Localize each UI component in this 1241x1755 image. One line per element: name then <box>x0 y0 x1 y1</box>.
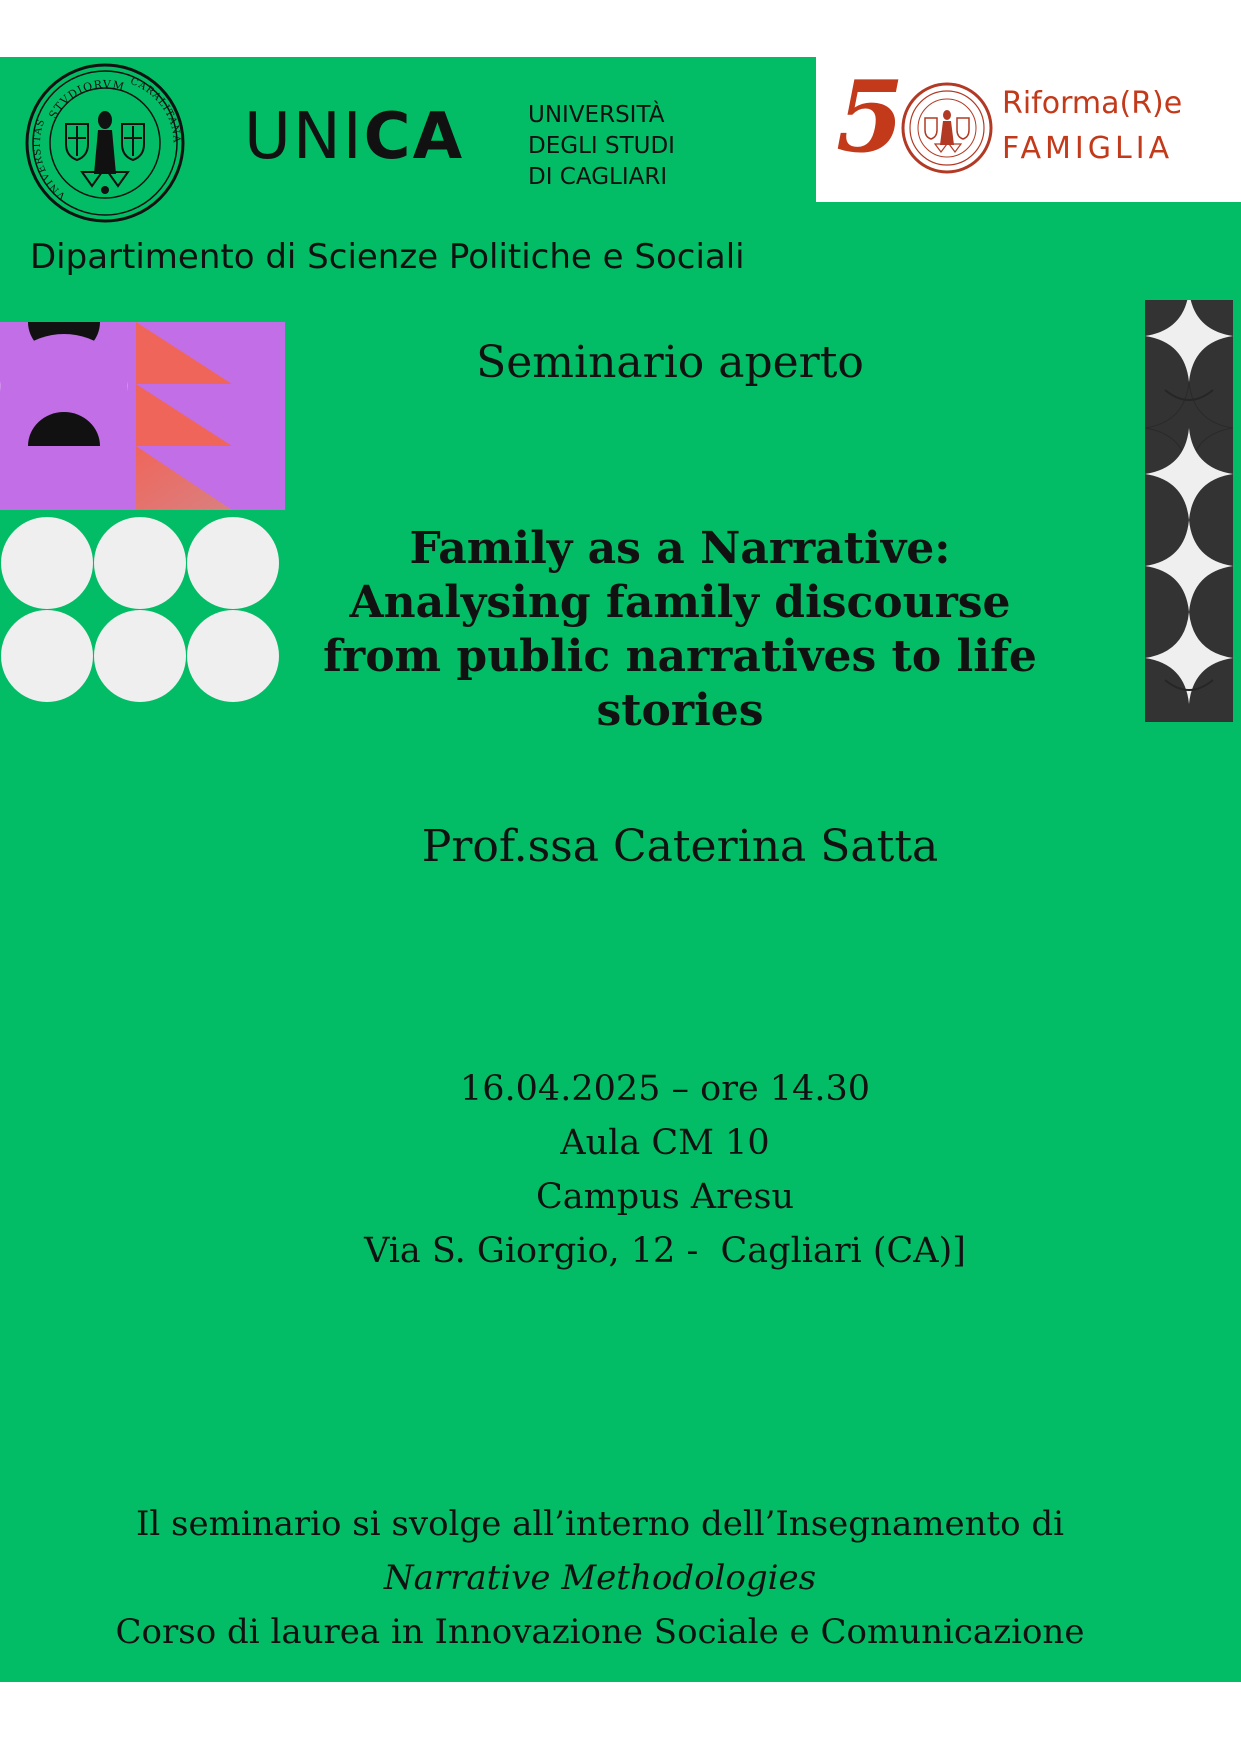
event-room: Aula CM 10 <box>560 1123 770 1163</box>
badge-number: 5 <box>836 60 905 175</box>
event-kind: Seminario aperto <box>476 337 864 388</box>
speaker-name: Prof.ssa Caterina Satta <box>421 821 939 872</box>
footer-course-name: Narrative Methodologies <box>383 1558 817 1598</box>
department-name: Dipartimento di Scienze Politiche e Sociali <box>30 237 745 277</box>
badge-line-2: FAMIGLIA <box>1002 131 1174 166</box>
star-strip-decoration <box>1145 300 1233 722</box>
seal-text-right: CARALITANA <box>128 75 182 144</box>
event-date-time: 16.04.2025 – ore 14.30 <box>460 1069 870 1109</box>
unica-wordmark <box>244 100 465 174</box>
svg-text:STVDIORVM <box>46 78 126 121</box>
anniversary-badge <box>816 57 1241 202</box>
title-line-3: from public narratives to life <box>323 631 1037 682</box>
university-seal-icon <box>24 62 186 224</box>
svg-text:CARALITANA <box>129 76 182 144</box>
event-campus: Campus Aresu <box>535 1177 795 1217</box>
footer-line-1: Il seminario si svolge all’interno dell’Insegnamento di <box>135 1504 1065 1544</box>
university-line-1: UNIVERSITÀ <box>528 102 665 128</box>
university-line-2: DEGLI STUDI <box>528 133 675 159</box>
svg-text:VNIVERSITAS <box>32 117 69 202</box>
event-details <box>300 1062 1030 1278</box>
event-title <box>290 522 1070 738</box>
title-line-2: Analysing family discourse <box>349 577 1011 628</box>
footer-line-3: Corso di laurea in Innovazione Sociale e Comunicazione <box>115 1612 1085 1652</box>
brand-bold: CA <box>363 100 465 174</box>
footer-note <box>100 1497 1100 1659</box>
university-name <box>528 100 675 193</box>
badge-seal-icon <box>901 82 993 174</box>
title-line-4: stories <box>596 685 764 736</box>
seal-text-top: STVDIORVM <box>46 77 127 122</box>
university-line-3: DI CAGLIARI <box>528 164 668 190</box>
geometric-decoration-left <box>0 322 285 772</box>
title-line-1: Family as a Narrative: <box>409 523 951 574</box>
brand-light: UNI <box>244 100 364 174</box>
seal-text-left: VNIVERSITAS <box>31 117 68 202</box>
event-address: Via S. Giorgio, 12 - Cagliari (CA)] <box>364 1231 966 1271</box>
badge-line-1: Riforma(R)e <box>1002 86 1183 121</box>
poster <box>0 57 1241 1682</box>
